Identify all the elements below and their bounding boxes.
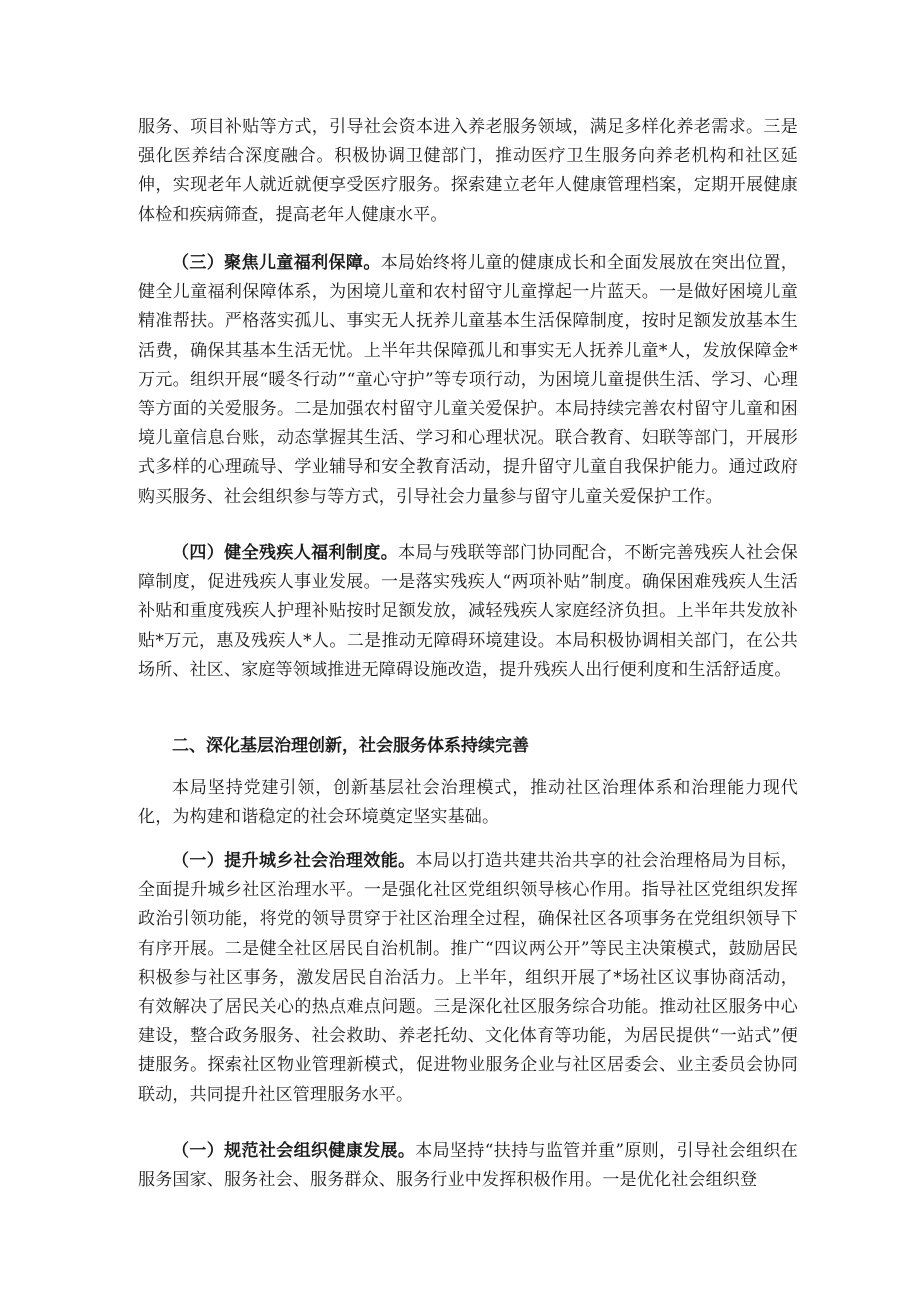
paragraph-heading: （一）提升城乡社会治理效能。	[172, 851, 416, 871]
paragraph-governance-intro	[138, 774, 798, 832]
paragraph-heading: （一）规范社会组织健康发展。	[172, 1141, 416, 1161]
paragraph-text: 服务、项目补贴等方式，引导社会资本进入养老服务领域，满足多样化养老需求。三是强化医养结合深度融合。积极协调卫健部门，推动医疗卫生服务向养老机构和社区延伸，实现老年人就近就便享受医疗服务。探索建立老年人健康管理档案，定期开展健康体检和疾病筛查，提高老年人健康水平。	[138, 117, 798, 225]
paragraph-heading: （三）聚焦儿童福利保障。	[172, 253, 381, 273]
paragraph-text: 本局坚持“扶持与监管并重”原则，引导社会组织在服务国家、服务社会、服务群众、服务行业中发挥积极作用。一是优化社会组织登	[138, 1141, 798, 1191]
paragraph-urban-rural-governance	[138, 847, 798, 1110]
paragraph-text: 本局始终将儿童的健康成长和全面发展放在突出位置，健全儿童福利保障体系，为困境儿童和农村留守儿童撑起一片蓝天。一是做好困境儿童精准帮扶。严格落实孤儿、事实无人抚养儿童基本生活保障制度，按时足额发放基本生活费，确保其基本生活无忧。上半年共保障孤儿和事实无人抚养儿童*人，发放保障金*万元。组织开展“暖冬行动”“童心守护”等专项行动，为困境儿童提供生活、学习、心理等方面的关爱服务。二是加强农村留守儿童关爱保护。本局持续完善农村留守儿童和困境儿童信息台账，动态掌握其生活、学习和心理状况。联合教育、妇联等部门，开展形式多样的心理疏导、学业辅导和安全教育活动，提升留守儿童自我保护能力。通过政府购买服务、社会组织参与等方式，引导社会力量参与留守儿童关爱保护工作。	[138, 253, 798, 507]
section-heading-grassroots-governance: 二、深化基层治理创新，社会服务体系持续完善	[172, 736, 529, 756]
paragraph-disability-welfare	[138, 539, 798, 685]
paragraph-text: 本局坚持党建引领，创新基层社会治理模式，推动社区治理体系和治理能力现代化，为构建和谐稳定的社会环境奠定坚实基础。	[138, 778, 798, 828]
paragraph-child-welfare	[138, 249, 798, 512]
paragraph-elderly-services-continued	[138, 113, 798, 230]
paragraph-text: 本局与残联等部门协同配合，不断完善残疾人社会保障制度，促进残疾人事业发展。一是落实残疾人“两项补贴”制度。确保困难残疾人生活补贴和重度残疾人护理补贴按时足额发放，减轻残疾人家庭经济负担。上半年共发放补贴*万元，惠及残疾人*人。二是推动无障碍环境建设。本局积极协调相关部门，在公共场所、社区、家庭等领域推进无障碍设施改造，提升残疾人出行便利度和生活舒适度。	[138, 543, 798, 680]
paragraph-social-organizations	[138, 1137, 798, 1195]
paragraph-text: 本局以打造共建共治共享的社会治理格局为目标，全面提升城乡社区治理水平。一是强化社区党组织领导核心作用。指导社区党组织发挥政治引领功能，将党的领导贯穿于社区治理全过程，确保社区各项事务在党组织领导下有序开展。二是健全社区居民自治机制。推广“四议两公开”等民主决策模式，鼓励居民积极参与社区事务，激发居民自治活力。上半年，组织开展了*场社区议事协商活动，有效解决了居民关心的热点难点问题。三是深化社区服务综合功能。推动社区服务中心建设，整合政务服务、社会救助、养老托幼、文化体育等功能，为居民提供“一站式”便捷服务。探索社区物业管理新模式，促进物业服务企业与社区居委会、业主委员会协同联动，共同提升社区管理服务水平。	[138, 851, 798, 1105]
paragraph-heading: （四）健全残疾人福利制度。	[172, 543, 399, 563]
